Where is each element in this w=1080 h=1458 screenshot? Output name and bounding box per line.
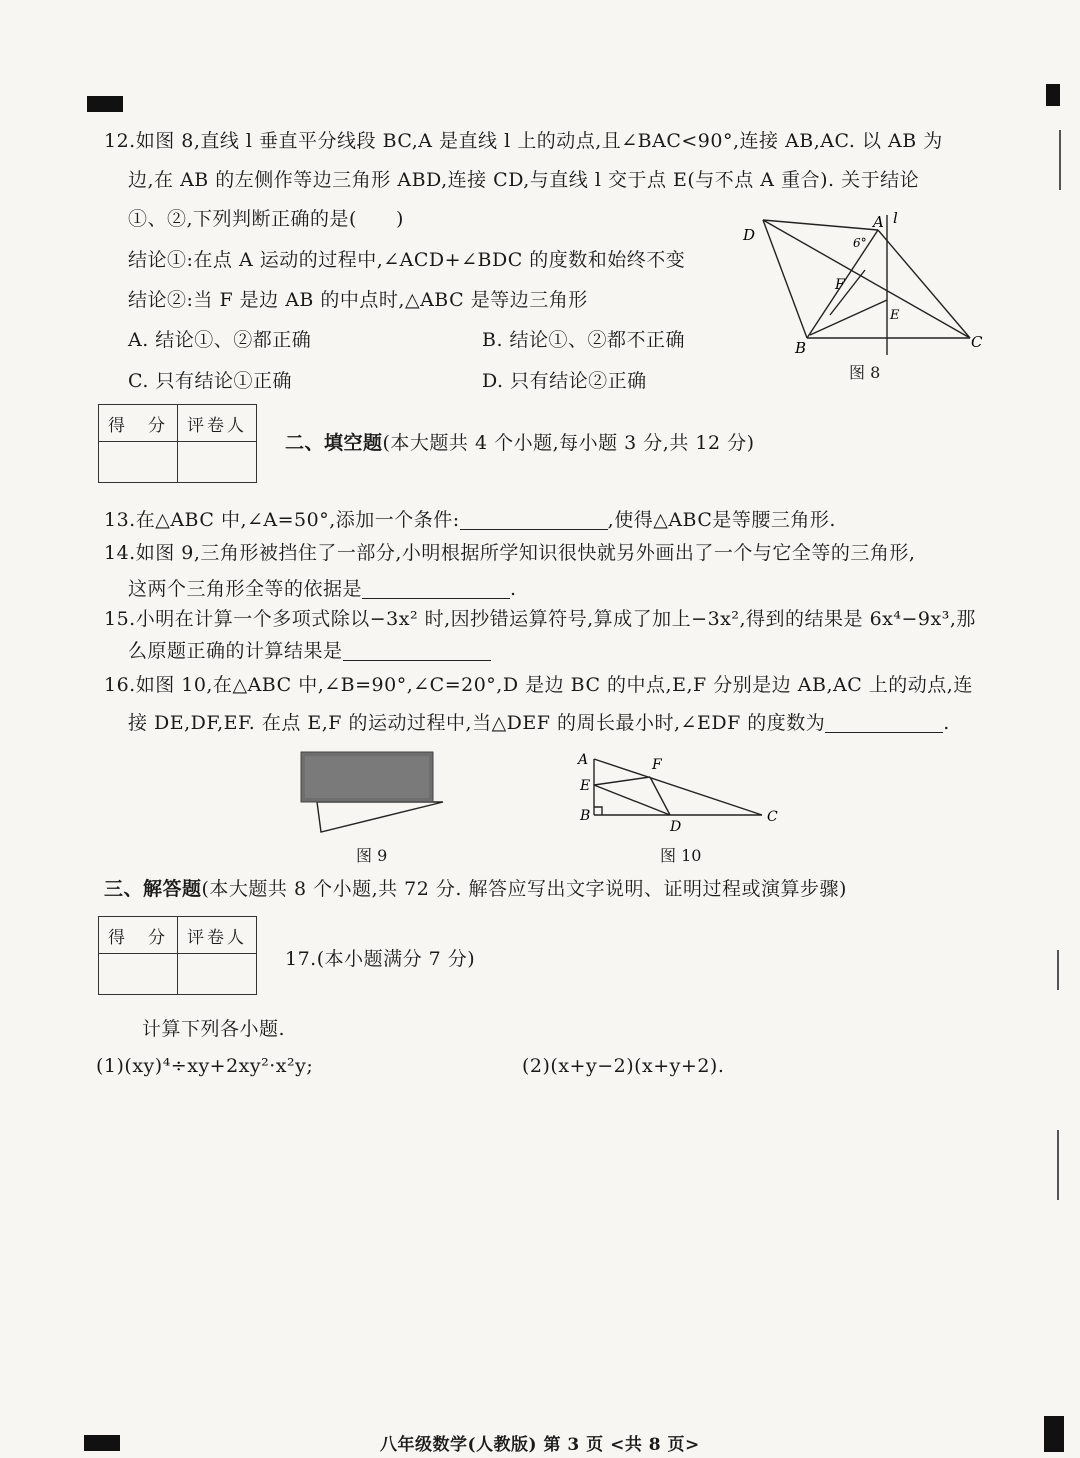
figure-10 <box>572 745 787 840</box>
edge-mark-bottom-right <box>1044 1416 1064 1452</box>
score-table-section-2 <box>98 404 257 483</box>
q16-answer-blank[interactable] <box>825 712 943 733</box>
fig8-label-a: A <box>873 213 884 231</box>
q12-conclusion-1: 结论①:在点 A 运动的过程中,∠ACD+∠BDC 的度数和始终不变 <box>128 249 686 271</box>
score-cell[interactable] <box>99 442 178 483</box>
q14-line-2 <box>128 576 517 602</box>
q16-line-2 <box>128 710 950 736</box>
fig8-label-b: B <box>795 339 807 355</box>
figure-9 <box>295 750 445 840</box>
edge-mark-top-right <box>1046 84 1060 106</box>
fig10-label-c: C <box>767 809 778 825</box>
fig10-label-f: F <box>652 757 662 773</box>
q12-option-a: A. 结论①、②都正确 <box>128 329 312 351</box>
q13 <box>104 507 836 533</box>
q12-option-b: B. 结论①、②都不正确 <box>482 329 686 351</box>
q17-intro: 计算下列各小题. <box>142 1018 286 1040</box>
fig8-label-c: C <box>971 333 983 351</box>
section-2-heading <box>285 430 755 456</box>
figure-8 <box>735 205 995 355</box>
fig8-label-f: F <box>835 277 845 293</box>
q15-line-2 <box>128 638 491 664</box>
edge-line-1 <box>1059 130 1061 190</box>
q17-part-1: (1)(xy)⁴÷xy+2xy²·x²y; <box>96 1055 314 1077</box>
q12-line-3: ①、②,下列判断正确的是( ) <box>128 208 404 230</box>
q15-answer-blank[interactable] <box>343 640 491 661</box>
page-footer: 八年级数学(人教版) 第 3 页 <共 8 页> <box>380 1435 700 1455</box>
grader-header: 评卷人 <box>178 405 257 442</box>
q14-line-1: 14.如图 9,三角形被挡住了一部分,小明根据所学知识很快就另外画出了一个与它全等的三角形, <box>104 542 916 564</box>
fig10-label-a: A <box>578 752 589 768</box>
q16-end: . <box>943 712 950 734</box>
edge-line-3 <box>1057 1130 1059 1200</box>
score-table-q17 <box>98 916 257 995</box>
fig8-label-angle: 6° <box>853 236 867 250</box>
grader-cell[interactable] <box>178 442 257 483</box>
q15-text: 么原题正确的计算结果是 <box>128 640 343 662</box>
q14-answer-blank[interactable] <box>362 578 510 599</box>
q15-line-1: 15.小明在计算一个多项式除以−3x² 时,因抄错运算符号,算成了加上−3x²,得到的结果是 6x⁴−9x³,那 <box>104 608 976 630</box>
grader-cell[interactable] <box>178 954 257 995</box>
fig8-label-e: E <box>890 308 900 323</box>
fig10-label-b: B <box>580 808 591 824</box>
fig10-label-d: D <box>670 819 682 835</box>
registration-mark-top <box>87 96 123 112</box>
q12-conclusion-2: 结论②:当 F 是边 AB 的中点时,△ABC 是等边三角形 <box>128 289 588 311</box>
score-cell[interactable] <box>99 954 178 995</box>
q17-heading: 17.(本小题满分 7 分) <box>285 948 476 970</box>
grader-header: 评卷人 <box>178 917 257 954</box>
q13-text-a: 13.在△ABC 中,∠A=50°,添加一个条件: <box>104 509 460 531</box>
q14-text: 这两个三角形全等的依据是 <box>128 578 363 600</box>
section-2-title: 二、填空题 <box>285 432 383 454</box>
q12-option-c: C. 只有结论①正确 <box>128 370 292 392</box>
q16-line-1: 16.如图 10,在△ABC 中,∠B=90°,∠C=20°,D 是边 BC 的中点,E,F 分别是边 AB,AC 上的动点,连 <box>104 674 973 696</box>
fig8-label-l: l <box>893 209 898 227</box>
figure-8-caption: 图 8 <box>849 363 881 382</box>
section-3-heading <box>104 876 847 902</box>
q14-end: . <box>510 578 517 600</box>
figure-10-caption: 图 10 <box>660 846 702 865</box>
score-header: 得 分 <box>99 917 178 954</box>
q13-text-b: ,使得△ABC是等腰三角形. <box>607 509 836 531</box>
registration-mark-bottom <box>84 1435 120 1451</box>
edge-line-2 <box>1057 950 1059 990</box>
score-header: 得 分 <box>99 405 178 442</box>
section-3-desc: (本大题共 8 个小题,共 72 分. 解答应写出文字说明、证明过程或演算步骤) <box>201 878 847 900</box>
q12-line-2: 边,在 AB 的左侧作等边三角形 ABD,连接 CD,与直线 l 交于点 E(与不点 A 重合). 关于结论 <box>128 169 920 191</box>
figure-9-caption: 图 9 <box>356 846 388 865</box>
fig8-label-d: D <box>743 226 756 244</box>
section-3-title: 三、解答题 <box>104 878 202 900</box>
q12-option-d: D. 只有结论②正确 <box>482 370 647 392</box>
q17-part-2: (2)(x+y−2)(x+y+2). <box>522 1055 725 1077</box>
q12-line-1: 12.如图 8,直线 l 垂直平分线段 BC,A 是直线 l 上的动点,且∠BAC<90°,连接 AB,AC. 以 AB 为 <box>104 130 943 152</box>
fig10-label-e: E <box>580 778 591 794</box>
section-2-desc: (本大题共 4 个小题,每小题 3 分,共 12 分) <box>382 432 755 454</box>
q16-text: 接 DE,DF,EF. 在点 E,F 的运动过程中,当△DEF 的周长最小时,∠EDF 的度数为 <box>128 712 826 734</box>
q13-answer-blank[interactable] <box>460 509 608 530</box>
